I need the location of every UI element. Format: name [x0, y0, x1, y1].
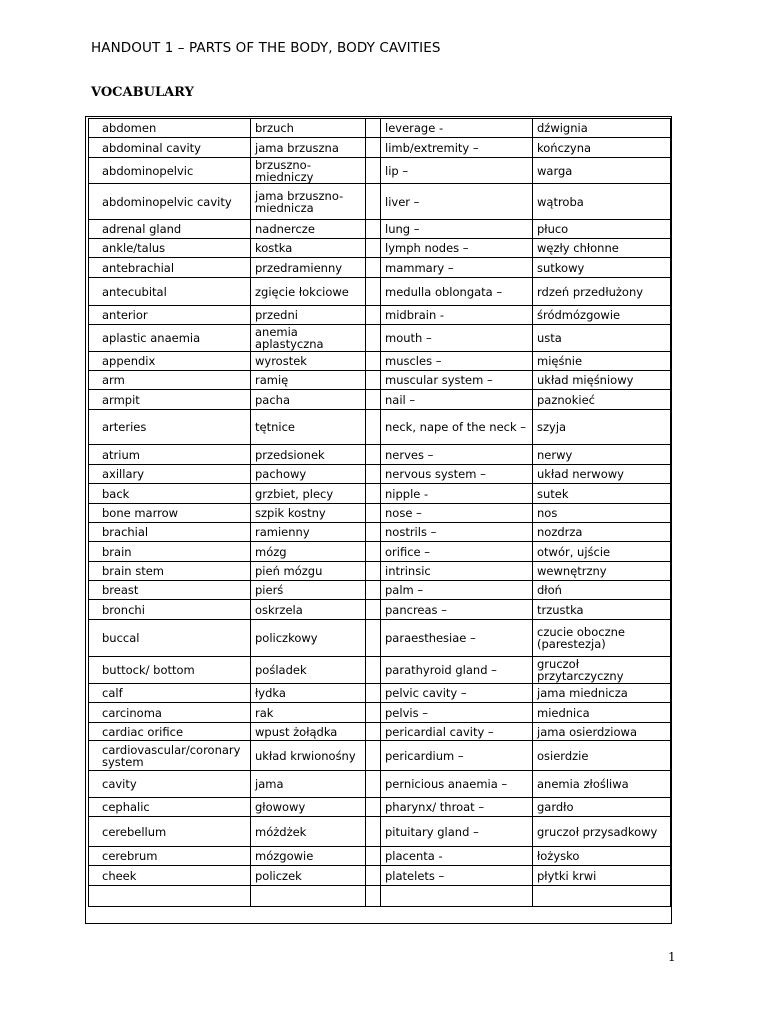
english-term-right [381, 886, 533, 907]
table-row [89, 771, 671, 798]
polish-term-right: węzły chłonne [533, 239, 671, 258]
column-gap [366, 741, 381, 771]
table-row [89, 600, 671, 620]
english-term-right: lung – [381, 220, 533, 239]
english-term-right: pelvic cavity – [381, 684, 533, 703]
english-term-right: palm – [381, 581, 533, 600]
polish-term-left: policzkowy [251, 620, 366, 657]
polish-term-right: dłoń [533, 581, 671, 600]
table-row [89, 798, 671, 817]
polish-term-right: gardło [533, 798, 671, 817]
polish-term-right: nerwy [533, 445, 671, 465]
english-term-right: pharynx/ throat – [381, 798, 533, 817]
english-term-left: back [89, 484, 251, 504]
table-row [89, 847, 671, 866]
polish-term-left: kostka [251, 239, 366, 258]
table-row [89, 484, 671, 504]
polish-term-left: łydka [251, 684, 366, 703]
polish-term-right: nozdrza [533, 523, 671, 542]
column-gap [366, 325, 381, 352]
polish-term-left: policzek [251, 866, 366, 886]
column-gap [366, 817, 381, 847]
polish-term-left: pośladek [251, 657, 366, 684]
polish-term-left: móżdżek [251, 817, 366, 847]
english-term-right: pituitary gland – [381, 817, 533, 847]
polish-term-right: sutek [533, 484, 671, 504]
english-term-left: arteries [89, 410, 251, 445]
english-term-left: bronchi [89, 600, 251, 620]
column-gap [366, 484, 381, 504]
english-term-left: breast [89, 581, 251, 600]
table-row [89, 278, 671, 306]
polish-term-left: pachowy [251, 465, 366, 484]
column-gap [366, 306, 381, 325]
polish-term-right: trzustka [533, 600, 671, 620]
english-term-right: neck, nape of the neck – [381, 410, 533, 445]
polish-term-left: przedsionek [251, 445, 366, 465]
column-gap [366, 771, 381, 798]
polish-term-left: oskrzela [251, 600, 366, 620]
table-row [89, 817, 671, 847]
english-term-left [89, 886, 251, 907]
table-row [89, 465, 671, 484]
table-row [89, 138, 671, 158]
column-gap [366, 542, 381, 562]
column-gap [366, 465, 381, 484]
english-term-right: liver – [381, 184, 533, 220]
polish-term-right: układ mięśniowy [533, 371, 671, 390]
english-term-right: pericardium – [381, 741, 533, 771]
english-term-left: carcinoma [89, 703, 251, 723]
table-row [89, 723, 671, 741]
polish-term-right: gruczoł przytarczyczny [533, 657, 671, 684]
polish-term-right: osierdzie [533, 741, 671, 771]
english-term-left: abdominal cavity [89, 138, 251, 158]
column-gap [366, 866, 381, 886]
english-term-right: intrinsic [381, 562, 533, 581]
polish-term-left: ramienny [251, 523, 366, 542]
table-row [89, 741, 671, 771]
english-term-left: buttock/ bottom [89, 657, 251, 684]
table-row [89, 523, 671, 542]
column-gap [366, 620, 381, 657]
english-term-left: abdominopelvic [89, 158, 251, 184]
polish-term-left: wyrostek [251, 352, 366, 371]
english-term-left: arm [89, 371, 251, 390]
english-term-left: appendix [89, 352, 251, 371]
polish-term-left: zgięcie łokciowe [251, 278, 366, 306]
polish-term-left: wpust żołądka [251, 723, 366, 741]
column-gap [366, 798, 381, 817]
section-heading: VOCABULARY [91, 85, 194, 100]
english-term-right: nerves – [381, 445, 533, 465]
polish-term-left: pień mózgu [251, 562, 366, 581]
english-term-left: antebrachial [89, 258, 251, 278]
table-row [89, 306, 671, 325]
english-term-left: calf [89, 684, 251, 703]
column-gap [366, 220, 381, 239]
polish-term-left: pierś [251, 581, 366, 600]
polish-term-right: anemia złośliwa [533, 771, 671, 798]
english-term-right: nostrils – [381, 523, 533, 542]
polish-term-left: mózgowie [251, 847, 366, 866]
table-row [89, 684, 671, 703]
polish-term-left: jama brzuszno-miednicza [251, 184, 366, 220]
english-term-right: medulla oblongata – [381, 278, 533, 306]
polish-term-right: płuco [533, 220, 671, 239]
handout-title: HANDOUT 1 – PARTS OF THE BODY, BODY CAVITIES [91, 40, 441, 56]
polish-term-right: wątroba [533, 184, 671, 220]
polish-term-right: paznokieć [533, 390, 671, 410]
column-gap [366, 886, 381, 907]
polish-term-left: tętnice [251, 410, 366, 445]
english-term-right: nervous system – [381, 465, 533, 484]
polish-term-left: jama brzuszna [251, 138, 366, 158]
table-row [89, 119, 671, 138]
table-row [89, 703, 671, 723]
english-term-left: armpit [89, 390, 251, 410]
polish-term-right: układ nerwowy [533, 465, 671, 484]
english-term-right: parathyroid gland – [381, 657, 533, 684]
polish-term-right: otwór, ujście [533, 542, 671, 562]
polish-term-right: warga [533, 158, 671, 184]
column-gap [366, 723, 381, 741]
english-term-left: cardiac orifice [89, 723, 251, 741]
english-term-left: brain stem [89, 562, 251, 581]
table-row [89, 184, 671, 220]
polish-term-right: gruczoł przysadkowy [533, 817, 671, 847]
column-gap [366, 657, 381, 684]
english-term-left: abdominopelvic cavity [89, 184, 251, 220]
english-term-right: nipple - [381, 484, 533, 504]
column-gap [366, 562, 381, 581]
table-row [89, 352, 671, 371]
polish-term-right: łożysko [533, 847, 671, 866]
table-row [89, 371, 671, 390]
english-term-right: nose – [381, 504, 533, 523]
polish-term-right: śródmózgowie [533, 306, 671, 325]
polish-term-left: przedramienny [251, 258, 366, 278]
column-gap [366, 445, 381, 465]
english-term-right: muscular system – [381, 371, 533, 390]
column-gap [366, 352, 381, 371]
english-term-right: lip – [381, 158, 533, 184]
table-row [89, 239, 671, 258]
polish-term-right: jama miednicza [533, 684, 671, 703]
polish-term-right: jama osierdziowa [533, 723, 671, 741]
polish-term-left: brzuszno-miedniczy [251, 158, 366, 184]
polish-term-right: wewnętrzny [533, 562, 671, 581]
table-row [89, 390, 671, 410]
english-term-right: limb/extremity – [381, 138, 533, 158]
column-gap [366, 390, 381, 410]
column-gap [366, 138, 381, 158]
english-term-right: leverage - [381, 119, 533, 138]
english-term-right: lymph nodes – [381, 239, 533, 258]
polish-term-right: miednica [533, 703, 671, 723]
column-gap [366, 504, 381, 523]
english-term-left: ankle/talus [89, 239, 251, 258]
column-gap [366, 703, 381, 723]
polish-term-right: kończyna [533, 138, 671, 158]
polish-term-right: szyja [533, 410, 671, 445]
english-term-left: brain [89, 542, 251, 562]
english-term-left: atrium [89, 445, 251, 465]
polish-term-left: ramię [251, 371, 366, 390]
polish-term-left [251, 886, 366, 907]
polish-term-left: nadnercze [251, 220, 366, 239]
vocabulary-table [88, 118, 671, 907]
polish-term-right: dźwignia [533, 119, 671, 138]
table-row [89, 866, 671, 886]
polish-term-left: pacha [251, 390, 366, 410]
column-gap [366, 581, 381, 600]
table-row [89, 657, 671, 684]
polish-term-right: sutkowy [533, 258, 671, 278]
vocabulary-table-body [89, 119, 671, 907]
column-gap [366, 184, 381, 220]
english-term-left: adrenal gland [89, 220, 251, 239]
english-term-left: bone marrow [89, 504, 251, 523]
polish-term-left: grzbiet, plecy [251, 484, 366, 504]
polish-term-right: czucie oboczne (parestezja) [533, 620, 671, 657]
english-term-right: muscles – [381, 352, 533, 371]
english-term-right: pernicious anaemia – [381, 771, 533, 798]
english-term-left: brachial [89, 523, 251, 542]
column-gap [366, 258, 381, 278]
english-term-left: cheek [89, 866, 251, 886]
english-term-right: pelvis – [381, 703, 533, 723]
english-term-left: buccal [89, 620, 251, 657]
column-gap [366, 600, 381, 620]
polish-term-right: płytki krwi [533, 866, 671, 886]
column-gap [366, 119, 381, 138]
table-row [89, 620, 671, 657]
english-term-right: mammary – [381, 258, 533, 278]
table-row [89, 886, 671, 907]
polish-term-left: układ krwionośny [251, 741, 366, 771]
table-row [89, 445, 671, 465]
column-gap [366, 239, 381, 258]
polish-term-right: usta [533, 325, 671, 352]
polish-term-left: głowowy [251, 798, 366, 817]
column-gap [366, 847, 381, 866]
polish-term-left: brzuch [251, 119, 366, 138]
english-term-right: mouth – [381, 325, 533, 352]
polish-term-left: mózg [251, 542, 366, 562]
column-gap [366, 410, 381, 445]
english-term-right: paraesthesiae – [381, 620, 533, 657]
column-gap [366, 371, 381, 390]
english-term-left: cardiovascular/coronary system [89, 741, 251, 771]
english-term-left: cerebrum [89, 847, 251, 866]
polish-term-right: rdzeń przedłużony [533, 278, 671, 306]
english-term-right: placenta - [381, 847, 533, 866]
english-term-left: cavity [89, 771, 251, 798]
column-gap [366, 684, 381, 703]
english-term-right: nail – [381, 390, 533, 410]
polish-term-left: przedni [251, 306, 366, 325]
english-term-left: anterior [89, 306, 251, 325]
polish-term-left: anemia aplastyczna [251, 325, 366, 352]
table-row [89, 562, 671, 581]
english-term-left: cephalic [89, 798, 251, 817]
polish-term-right [533, 886, 671, 907]
english-term-right: orifice – [381, 542, 533, 562]
table-row [89, 581, 671, 600]
english-term-left: aplastic anaemia [89, 325, 251, 352]
polish-term-right: mięśnie [533, 352, 671, 371]
english-term-right: pancreas – [381, 600, 533, 620]
table-row [89, 220, 671, 239]
polish-term-left: jama [251, 771, 366, 798]
column-gap [366, 158, 381, 184]
english-term-left: cerebellum [89, 817, 251, 847]
column-gap [366, 523, 381, 542]
table-row [89, 258, 671, 278]
polish-term-left: rak [251, 703, 366, 723]
table-row [89, 504, 671, 523]
english-term-left: abdomen [89, 119, 251, 138]
english-term-right: midbrain - [381, 306, 533, 325]
table-row [89, 542, 671, 562]
english-term-right: pericardial cavity – [381, 723, 533, 741]
table-row [89, 410, 671, 445]
polish-term-right: nos [533, 504, 671, 523]
column-gap [366, 278, 381, 306]
english-term-left: axillary [89, 465, 251, 484]
table-row [89, 158, 671, 184]
english-term-left: antecubital [89, 278, 251, 306]
polish-term-left: szpik kostny [251, 504, 366, 523]
page-number: 1 [668, 950, 676, 964]
english-term-right: platelets – [381, 866, 533, 886]
table-row [89, 325, 671, 352]
